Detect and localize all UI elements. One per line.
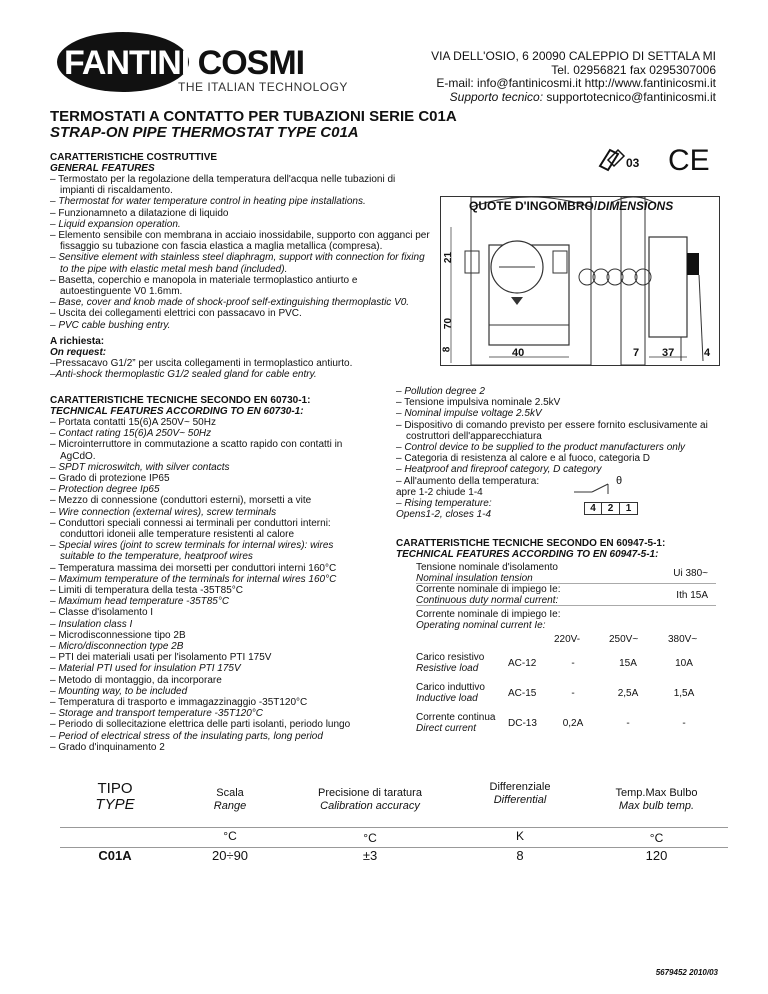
load-row (416, 712, 716, 738)
accuracy-header-it: Precisione di taratura (318, 787, 422, 799)
list-item: – Pollution degree 2 (396, 386, 485, 397)
list-item: – Basetta, coperchio e manopola in materiale termoplastico antiurto e autoestinguente V0 1.6mm. (50, 274, 358, 298)
rising-en-2: Opens1-2, closes 1-4 (396, 509, 492, 521)
list-item: – Limiti di temperatura della testa -35T85°C (50, 585, 243, 597)
dimensions-title-en: DIMENSIONS (597, 199, 674, 213)
list-item: – Contact rating 15(6)A 250V~ 50Hz (50, 428, 212, 440)
rising-en-1: – Rising temperature: (396, 498, 492, 510)
unit-accuracy: °C (363, 831, 377, 845)
list-item: – Funzionamneto a dilatazione di liquido (50, 207, 229, 219)
load-label: Carico resistivo (416, 652, 485, 663)
list-item: – Termostato per la regolazione della temperatura dell'acqua nelle tubazioni di impianti di riscaldamento. (50, 174, 396, 197)
terminal-1: 1 (620, 502, 638, 515)
type-header-it: TIPO (97, 780, 133, 797)
load-label: Carico induttivo (416, 682, 485, 693)
dim-70: 70 (443, 317, 455, 330)
current-row (416, 584, 716, 606)
list-item: – Tensione impulsiva nominale 2.5kV (396, 397, 561, 409)
load-label-en: Inductive load (416, 693, 478, 704)
company-logo (64, 44, 304, 83)
load-label-en: Resistive load (416, 663, 479, 674)
list-item: – Material PTI used for insulation PTI 175V (50, 663, 241, 675)
bulb-value: 120 (645, 848, 668, 863)
email-line: E-mail: info@fantinicosmi.it http://www.fantinicosmi.it (436, 76, 716, 90)
differential-header (455, 781, 585, 807)
terminal-2: 2 (602, 502, 620, 515)
operating-label-en: Operating nominal current Ie: (416, 620, 546, 632)
construction-list (50, 174, 430, 331)
rising-temp-block (396, 476, 726, 522)
logo-part-2: TINI (129, 44, 198, 82)
support-label: Supporto tecnico: (449, 89, 544, 104)
tech-60730-section (50, 395, 370, 753)
load-value-380: 1,5A (673, 688, 695, 699)
dim-7: 7 (633, 347, 640, 359)
page-title: TERMOSTATI A CONTATTO PER TUBAZIONI SERIE C01A (50, 108, 457, 125)
tech-right-list (396, 386, 726, 476)
col-220: 220V- (554, 634, 581, 645)
list-item: – Temperatura massima dei morsetti per conduttori interni 160°C (50, 562, 337, 574)
list-item: – Control device to be supplied to the product manufacturers only (396, 442, 686, 454)
load-row (416, 652, 716, 678)
phone-line: Tel. 02956821 fax 0295307006 (551, 62, 716, 77)
logo-tagline: THE ITALIAN TECHNOLOGY (178, 80, 348, 94)
on-request-section (50, 336, 430, 380)
col-250: 250V~ (609, 634, 639, 645)
list-item: – PTI dei materiali usati per l'isolamento PTI 175V (50, 652, 272, 664)
on-request-heading-en: On request: (50, 347, 107, 358)
terminal-4: 4 (584, 502, 602, 515)
list-item: – PVC cable bushing entry. (50, 319, 171, 331)
differential-value: 8 (516, 848, 524, 863)
unit-range: °C (223, 829, 237, 843)
tech-60947-section (396, 538, 726, 560)
ce-mark: CE (668, 144, 710, 177)
type-table (60, 781, 728, 881)
unit-differential: K (515, 829, 524, 843)
insulation-row (416, 562, 716, 584)
type-header-en: TYPE (95, 796, 135, 813)
tech-60730-list (50, 417, 370, 753)
operating-label: Corrente nominale di impiego Ie: (416, 609, 561, 620)
list-item: – Nominal impulse voltage 2.5kV (396, 408, 542, 420)
accuracy-header (285, 787, 455, 813)
bulb-header-it: Temp.Max Bulbo (615, 787, 698, 799)
list-item: – Special wires (joint to screw terminals for internal wires): wires suitable to the temperature, heatproof wires (50, 540, 334, 563)
insulation-label-en: Nominal insulation tension (416, 573, 533, 585)
list-item: – Elemento sensibile con membrana in acciaio inossidabile, supporto con agganci per fissaggio su tubazione con fascia elastica a maglia metallica (compresa). (50, 230, 430, 253)
range-header-it: Scala (216, 787, 244, 799)
range-header-en: Range (213, 800, 247, 812)
list-item: – Insulation class I (50, 618, 133, 630)
unit-bulb: °C (649, 831, 664, 845)
differential-header-it: Differenziale (489, 781, 551, 793)
rising-it-2: apre 1-2 chiude 1-4 (396, 486, 483, 498)
differential-header-en: Differential (493, 794, 547, 806)
insulation-label: Tensione nominale d'isolamento (416, 562, 558, 573)
address-line: VIA DELL'OSIO, 6 20090 CALEPPIO DI SETTALA MI (431, 49, 716, 63)
list-item: – Categoria di resistenza al calore e al fuoco, categoria D (396, 453, 651, 465)
document-code: 5679452 2010/03 (655, 968, 718, 977)
load-value-380: - (682, 718, 686, 729)
list-item: – Classe d'isolamento I (50, 607, 154, 619)
range-header (180, 787, 280, 813)
support-email: supportotecnico@fantinicosmi.it (546, 89, 716, 104)
list-item: – Mounting way, to be included (50, 685, 188, 697)
bulb-header (585, 787, 728, 813)
list-item: – Wire connection (external wires), screw terminals (50, 506, 277, 518)
company-address (431, 50, 716, 104)
accuracy-value: ±3 (362, 848, 378, 863)
list-item: – Temperatura di trasporto e immagazzinaggio -35T120°C (50, 697, 308, 709)
list-item: – Grado d'inquinamento 2 (50, 741, 165, 753)
dim-8: 8 (441, 346, 453, 353)
list-item: – Heatproof and fireproof category, D category (396, 464, 602, 476)
load-value-250: 2,5A (617, 688, 639, 699)
load-value-220: - (571, 658, 575, 669)
rising-it-1: – All'aumento della temperatura: (396, 475, 540, 487)
list-item: – Maximum head temperature -35T85°C (50, 596, 230, 608)
bulb-header-en: Max bulb temp. (618, 800, 695, 812)
list-item: – Micro/disconnection type 2B (50, 641, 184, 653)
dimensions-box (440, 196, 720, 366)
list-item: – Liquid expansion operation. (50, 218, 181, 230)
list-item: – Protection degree Ip65 (50, 484, 160, 496)
operating-current (416, 609, 716, 631)
list-item: – SPDT microswitch, with silver contacts (50, 461, 230, 473)
dimensions-title (469, 199, 673, 213)
tech-60730-heading-en: TECHNICAL FEATURES ACCORDING TO EN 60730-1: (50, 406, 304, 417)
type-header (60, 781, 170, 813)
construction-section (50, 152, 430, 331)
load-value-250: 15A (619, 658, 637, 669)
list-item: – Thermostat for water temperature control in heating pipe installations. (50, 196, 366, 208)
logo-part-3: COSMI (197, 44, 305, 82)
load-value-220: 0,2A (562, 718, 584, 729)
list-item: – Metodo di montaggio, da incorporare (50, 674, 222, 686)
construction-heading: CARATTERISTICHE COSTRUTTIVE (50, 152, 218, 163)
theta-symbol: θ (616, 474, 623, 487)
insulation-value: Ui 380~ (673, 568, 708, 579)
list-item: – Base, cover and knob made of shock-proof self-extinguishing thermoplastic V0. (50, 297, 410, 309)
list-item: – Mezzo di connessione (conduttori esterni), morsetti a vite (50, 495, 312, 507)
page-subtitle: STRAP-ON PIPE THERMOSTAT TYPE C01A (50, 124, 359, 141)
col-380: 380V~ (668, 634, 698, 645)
list-item: – Period of electrical stress of the insulating parts, long period (50, 730, 323, 742)
list-item: – Periodo di sollecitazione elettrica delle parti isolanti, periodo lungo (50, 719, 351, 731)
list-item: – Microinterruttore in commutazione a scatto rapido con contatti in AgCdO. (50, 439, 343, 462)
tech-60947-heading: CARATTERISTICHE TECNICHE SECONDO EN 60947-5-1: (396, 538, 666, 549)
construction-heading-en: GENERAL FEATURES (50, 163, 155, 174)
list-item: – Uscita dei collegamenti elettrici con passacavo in PVC. (50, 308, 302, 320)
load-category: AC-12 (508, 658, 537, 669)
dim-21: 21 (443, 251, 455, 264)
logo-part-1: FAN (64, 44, 129, 82)
load-value-220: - (571, 688, 575, 699)
list-item: – Portata contatti 15(6)A 250V~ 50Hz (50, 417, 216, 428)
on-request-heading: A richiesta: (50, 336, 105, 347)
on-request-list (50, 358, 430, 380)
dim-40: 40 (512, 347, 525, 359)
type-table-divider (60, 827, 728, 828)
current-value: Ith 15A (676, 590, 708, 601)
list-item: – Grado di protezione IP65 (50, 473, 170, 485)
current-label: Corrente nominale di impiego Ie: (416, 584, 561, 595)
load-category: AC-15 (508, 688, 537, 699)
load-row (416, 682, 716, 708)
tech-60730-heading: CARATTERISTICHE TECNICHE SECONDO EN 60730-1: (50, 395, 311, 406)
type-value: C01A (98, 848, 132, 863)
list-item: –Pressacavo G1/2” per uscita collegamenti in termoplastico antiurto. (50, 358, 353, 369)
dim-4: 4 (704, 347, 711, 359)
list-item: – Conduttori speciali connessi ai terminali per conduttori interni: conduttori idoneii alle temperature resistenti al calore (50, 517, 331, 541)
accuracy-header-en: Calibration accuracy (320, 800, 420, 812)
dimensions-title-it: QUOTE D'INGOMBRO/ (469, 199, 598, 213)
list-item: – Microdisconnessione tipo 2B (50, 629, 186, 641)
list-item: – Storage and transport temperature -35T120°C (50, 708, 264, 720)
list-item: –Anti-shock thermoplastic G1/2 sealed gland for cable entry. (50, 369, 317, 381)
load-value-250: - (626, 718, 630, 729)
current-label-en: Continuous duty normal current: (416, 595, 559, 607)
tech-right-section (396, 386, 726, 522)
load-value-380: 10A (675, 658, 693, 669)
cert-mark-number: 03 (626, 156, 640, 170)
terminal-block (574, 502, 638, 515)
list-item: – Sensitive element with stainless steel diaphragm, support with connection for fixing to the pipe with elastic metal mesh band (included). (50, 252, 425, 275)
dimensions-drawing (441, 197, 719, 365)
range-value: 20÷90 (211, 848, 249, 863)
list-item: – Maximum temperature of the terminals for internal wires 160°C (50, 573, 337, 585)
dim-37: 37 (662, 347, 675, 359)
load-label: Corrente continua (416, 712, 496, 723)
tech-60947-heading-en: TECHNICAL FEATURES ACCORDING TO EN 60947-5-1: (396, 549, 659, 560)
list-item: – Dispositivo di comando previsto per essere fornito esclusivamente ai costruttori dell'apparecchiatura (396, 419, 708, 442)
load-label-en: Direct current (416, 723, 477, 734)
load-category: DC-13 (508, 718, 537, 729)
